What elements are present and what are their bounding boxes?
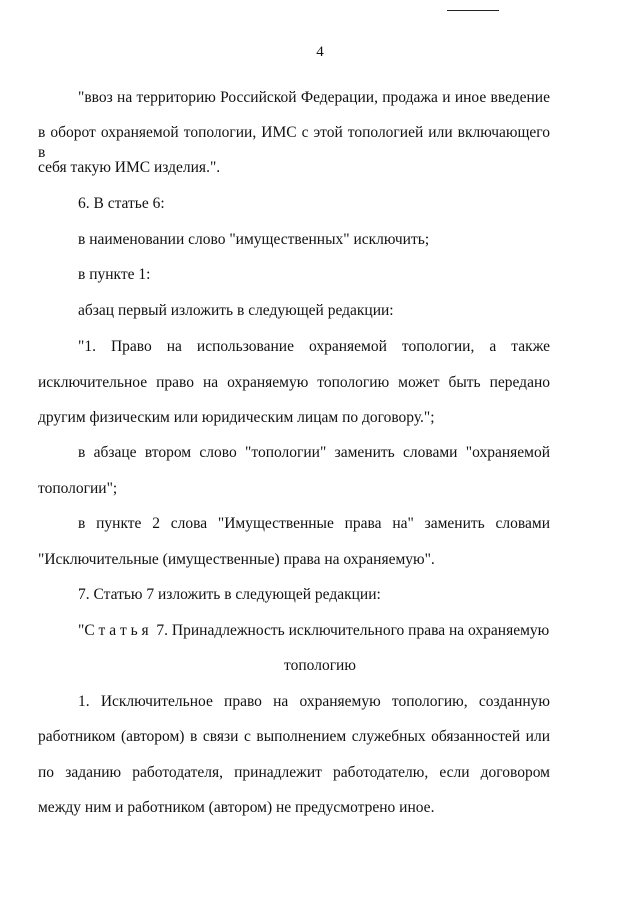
text-line: в абзаце втором слово "топологии" заменить словами "охраняемой bbox=[78, 444, 550, 461]
text-line: "ввоз на территорию Российской Федерации, продажа и иное введение bbox=[78, 89, 550, 106]
text-line: между ним и работником (автором) не предусмотрено иное. bbox=[38, 799, 435, 816]
page-number: 4 bbox=[316, 44, 324, 60]
text-line: 1. Исключительное право на охраняемую топологию, созданную bbox=[78, 693, 550, 710]
article-title: "С т а т ь я 7. Принадлежность исключительного права на охраняемую bbox=[78, 622, 550, 639]
text-line: "1. Право на использование охраняемой топологии, а также bbox=[78, 338, 550, 355]
article-title-cont: топологию bbox=[284, 657, 356, 674]
text-line: абзац первый изложить в следующей редакции: bbox=[78, 302, 394, 319]
text-line: топологии"; bbox=[38, 480, 118, 497]
text-line: "Исключительные (имущественные) права на охраняемую". bbox=[38, 551, 435, 568]
text-line: себя такую ИМС изделия.". bbox=[38, 159, 221, 176]
text-line: в оборот охраняемой топологии, ИМС с этой топологией или включающего в bbox=[38, 124, 550, 161]
text-line: работником (автором) в связи с выполнением служебных обязанностей или bbox=[38, 728, 550, 745]
text-line: другим физическим или юридическим лицам по договору."; bbox=[38, 409, 435, 426]
top-rule bbox=[447, 10, 499, 11]
item-heading: 7. Статью 7 изложить в следующей редакции: bbox=[78, 586, 381, 603]
item-heading: 6. В статье 6: bbox=[78, 195, 165, 212]
text-line: исключительное право на охраняемую топологию может быть передано bbox=[38, 374, 550, 391]
text-line: в наименовании слово "имущественных" исключить; bbox=[78, 231, 430, 248]
text-line: в пункте 2 слова "Имущественные права на" заменить словами bbox=[78, 515, 550, 532]
text-line: по заданию работодателя, принадлежит работодателю, если договором bbox=[38, 764, 550, 781]
text-line: в пункте 1: bbox=[78, 266, 151, 283]
